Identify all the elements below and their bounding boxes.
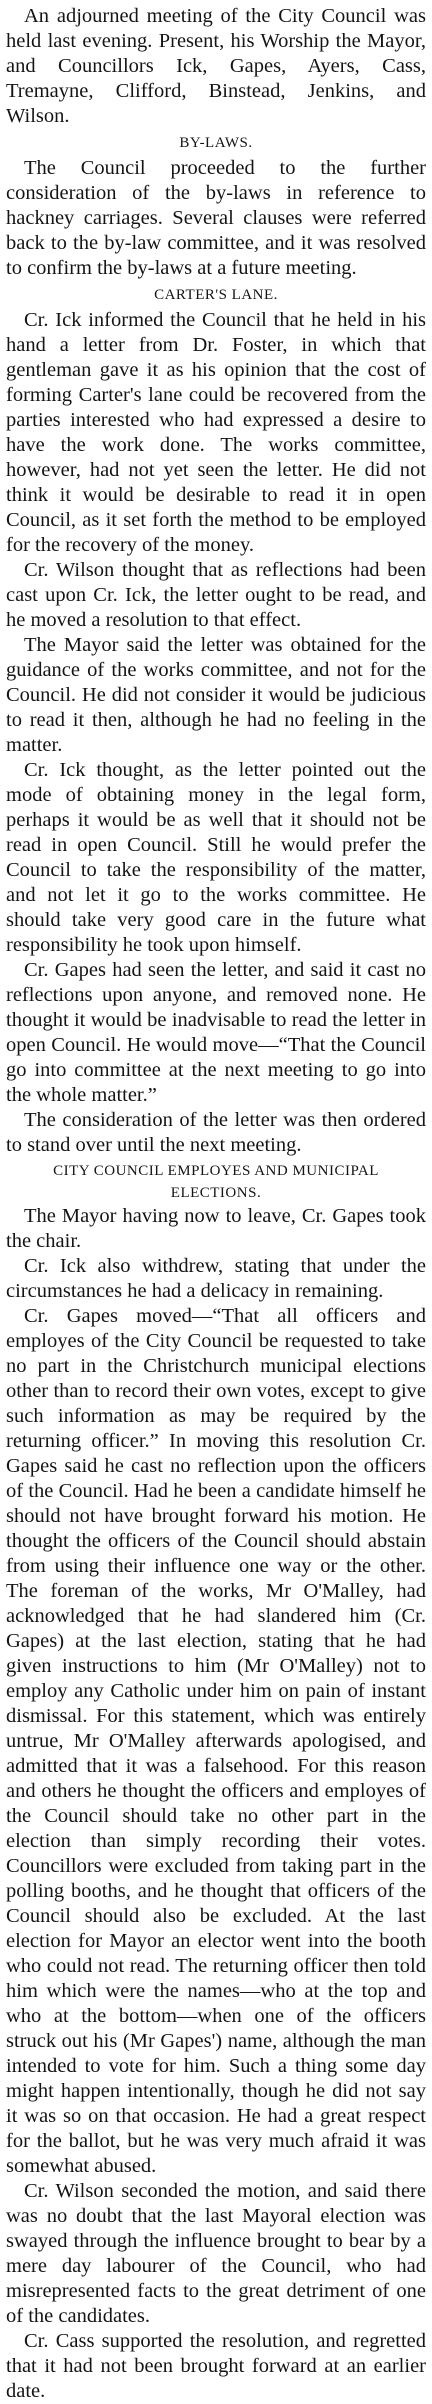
paragraph-meeting-intro: An adjourned meeting of the City Council was held last evening. Present, his Worship the Mayor, and Councillors Ick, Gapes, Ayers, Cass, Tremayne, Clifford, Binstead, Jenkins, and Wilson. <box>6 5 426 127</box>
paragraph-stand-over: The consideration of the letter was then ordered to stand over until the next meeting. <box>6 1109 426 1156</box>
paragraph-ick-withdrew: Cr. Ick also withdrew, stating that under the circumstances he had a delicacy in remaining. <box>6 1255 426 1302</box>
paragraph-cass-supported: Cr. Cass supported the resolution, and regretted that it had not been brought forward at an earlier date. <box>6 2330 426 2402</box>
paragraph-ick-legal-form: Cr. Ick thought, as the letter pointed out the mode of obtaining money in the legal form, perhaps it would be as well that it should not be read in open Council. Still he would prefer the Council to take the responsibility of the matter, and not let it go to the works committee. He should take very good care in the future what responsibility he took upon himself. <box>6 759 426 956</box>
section-heading-employes-elections: CITY COUNCIL EMPLOYES AND MUNICIPAL ELECTIONS. <box>53 1163 379 1201</box>
paragraph-wilson-reflections: Cr. Wilson thought that as reflections had been cast upon Cr. Ick, the letter ought to be read, and he moved a resolution to that effect. <box>6 559 426 631</box>
paragraph-ick-letter: Cr. Ick informed the Council that he held in his hand a letter from Dr. Foster, in which that gentleman gave it as his opinion that the cost of forming Carter's lane could be recovered from the parties interested who had expressed a desire to have the work done. The works committee, however, had not yet seen the letter. He did not think it would be desirable to read it in open Council, as it set forth the method to be employed for the recovery of the money. <box>6 309 426 556</box>
paragraph-gapes-committee: Cr. Gapes had seen the letter, and said it cast no reflections upon anyone, and removed none. He thought it would be inadvisable to read the letter in open Council. He would move—“That the Council go into committee at the next meeting to go into the whole matter.” <box>6 959 426 1106</box>
paragraph-mayor-letter: The Mayor said the letter was obtained for the guidance of the works committee, and not for the Council. He did not consider it would be judicious to read it then, although he had no feeling in the matter. <box>6 634 426 756</box>
section-heading-carters-lane: CARTER'S LANE. <box>154 287 278 303</box>
section-heading-by-laws: BY-LAWS. <box>179 135 253 151</box>
paragraph-by-laws: The Council proceeded to the further consideration of the by-laws in reference to hackney carriages. Several clauses were referred back to the by-law committee, and it was resolved to confirm the by-laws at a future meeting. <box>6 157 426 279</box>
paragraph-gapes-chair: The Mayor having now to leave, Cr. Gapes took the chair. <box>6 1205 426 1252</box>
paragraph-wilson-seconded: Cr. Wilson seconded the motion, and said there was no doubt that the last Mayoral election was swayed through the influence brought to bear by a mere day labourer of the Council, who had misrepresented facts to the great detriment of one of the candidates. <box>6 2180 426 2327</box>
paragraph-gapes-motion: Cr. Gapes moved—“That all officers and employes of the City Council be requested to take no part in the Christchurch municipal elections other than to record their own votes, except to give such information as may be required by the returning officer.” In moving this resolution Cr. Gapes said he cast no reflection upon the officers of the Council. Had he been a candidate himself he should not have brought forward his motion. He thought the officers of the Council should abstain from using their influence one way or the other. The foreman of the works, Mr O'Malley, had acknowledged that he had slandered him (Cr. Gapes) at the last election, stating that he had given instructions to him (Mr O'Malley) not to employ any Catholic under him on pain of instant dismissal. For this statement, which was entirely untrue, Mr O'Malley afterwards apologised, and admitted that it was a falsehood. For this reason and others he thought the officers and employes of the Council should take no other part in the election than simply recording their votes. Councillors were excluded from taking part in the polling booths, and he thought that officers of the Council should also be excluded. At the last election for Mayor an elector went into the booth who could not read. The returning officer then told him which were the names—who at the top and who at the bottom—when one of the officers struck out his (Mr Gapes') name, although the man intended to vote for him. Such a thing some day might happen intentionally, though he did not say it was so on that occasion. He had a great respect for the ballot, but he was very much afraid it was somewhat abused. <box>6 1305 426 2177</box>
